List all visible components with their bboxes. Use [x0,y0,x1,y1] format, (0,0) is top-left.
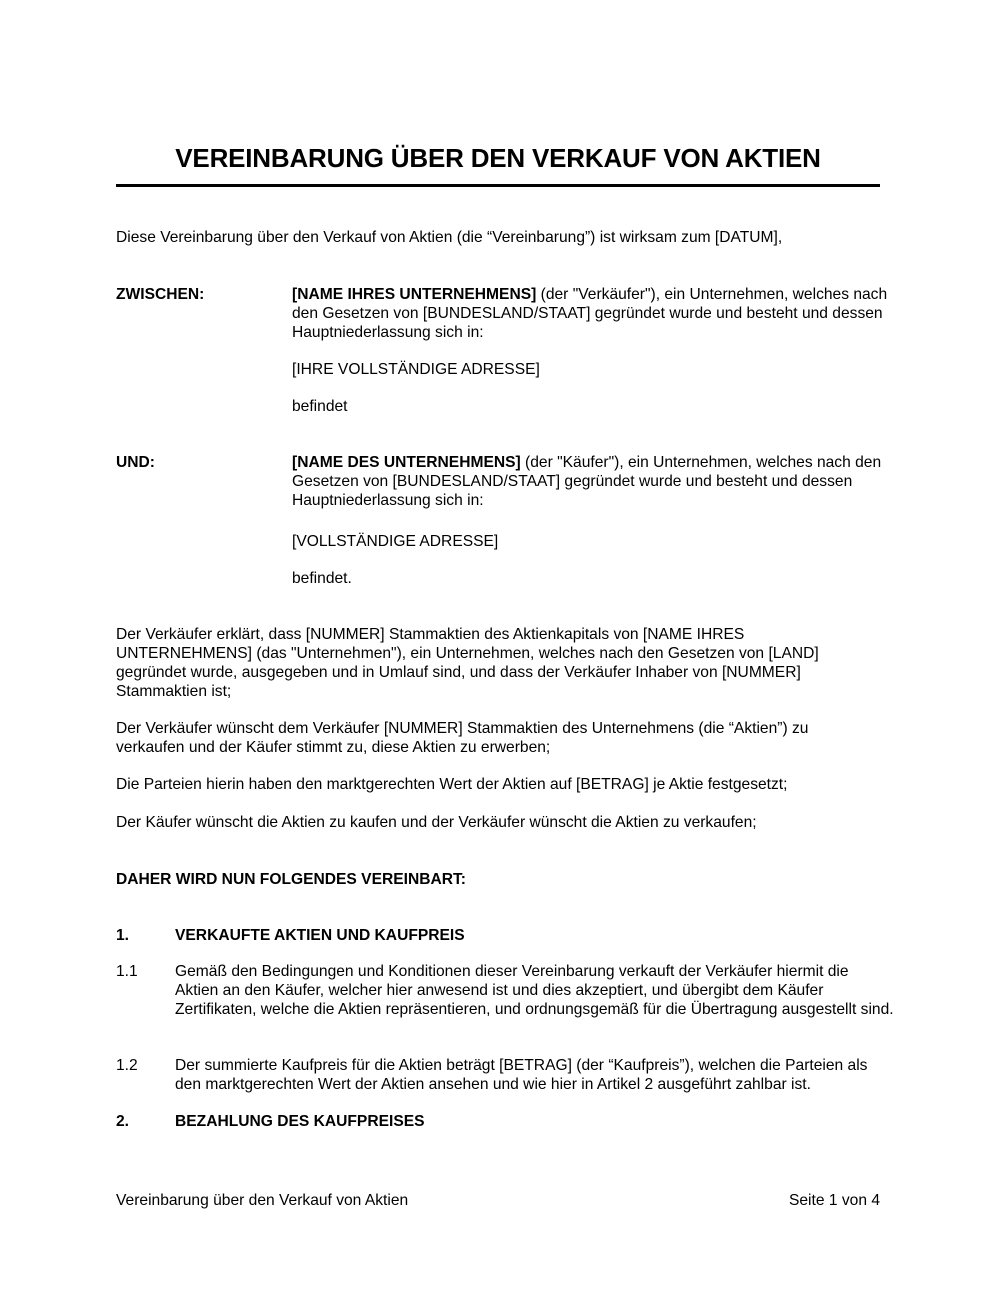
recital-paragraph: Die Parteien hierin haben den marktgerechten Wert der Aktien auf [BETRAG] je Aktie festgesetzt; [116,776,788,793]
seller-name: [NAME IHRES UNTERNEHMENS] [292,286,537,303]
section-title: VERKAUFTE AKTIEN UND KAUFPREIS [175,927,465,944]
section-title: BEZAHLUNG DES KAUFPREISES [175,1113,425,1130]
document-title: VEREINBARUNG ÜBER DEN VERKAUF VON AKTIEN [175,143,821,173]
buyer-details: (der "Käufer"), ein Unternehmen, welches nach den Gesetzen von [BUNDESLAND/STAAT] gegründet wurde und besteht und dessen Hauptniederlassung sich in: [292,454,882,509]
buyer-description [292,453,892,510]
seller-description [292,285,892,342]
intro-paragraph: Diese Vereinbarung über den Verkauf von Aktien (die “Vereinbarung”) ist wirksam zum [DATUM], [116,229,783,246]
seller-details: (der "Verkäufer"), ein Unternehmen, welches nach den Gesetzen von [BUNDESLAND/STAAT] gegründet wurde und besteht und dessen Hauptniederlassung sich in: [292,286,888,341]
recital-paragraph: Der Verkäufer wünscht dem Verkäufer [NUMMER] Stammaktien des Unternehmens (die “Aktien”) zu verkaufen und der Käufer stimmt zu, diese Aktien zu erwerben; [116,720,809,756]
buyer-name: [NAME DES UNTERNEHMENS] [292,454,521,471]
buyer-suffix: befindet. [292,570,352,587]
seller-address: [IHRE VOLLSTÄNDIGE ADRESSE] [292,361,540,378]
clause-text: Gemäß den Bedingungen und Konditionen dieser Vereinbarung verkauft der Verkäufer hiermit die Aktien an den Käufer, welcher hier anwesend ist und dies akzeptiert, und übergibt dem Käufer Zertifikaten, welche die Aktien repräsentieren, und ordnungsgemäß für die Übertragung ausgestellt sind. [175,963,894,1018]
recital-paragraph: Der Käufer wünscht die Aktien zu kaufen und der Verkäufer wünscht die Aktien zu verkaufen; [116,814,757,831]
section-number: 2. [116,1113,130,1130]
recital-paragraph: Der Verkäufer erklärt, dass [NUMMER] Stammaktien des Aktienkapitals von [NAME IHRES UNTERNEHMENS] (das "Unternehmen"), ein Unternehmen, welches nach den Gesetzen von [LAND] gegründet wurde, ausgegeben und in Umlauf sind, und dass der Verkäufer Inhaber von [NUMMER] Stammaktien ist; [116,626,819,700]
title-divider [116,184,880,187]
seller-suffix: befindet [292,398,348,415]
clause-number: 1.1 [116,963,138,980]
footer-page-number: Seite 1 von 4 [788,1192,880,1209]
buyer-label: UND: [116,454,155,471]
agreement-heading: DAHER WIRD NUN FOLGENDES VEREINBART: [116,871,466,888]
buyer-address: [VOLLSTÄNDIGE ADRESSE] [292,533,499,550]
seller-label: ZWISCHEN: [116,286,205,303]
clause-text: Der summierte Kaufpreis für die Aktien beträgt [BETRAG] (der “Kaufpreis”), welchen die Parteien als den marktgerechten Wert der Aktien ansehen und wie hier in Artikel 2 ausgeführt zahlbar ist. [175,1057,868,1093]
footer-document-name: Vereinbarung über den Verkauf von Aktien [116,1192,409,1209]
section-number: 1. [116,927,130,944]
clause-number: 1.2 [116,1057,138,1074]
